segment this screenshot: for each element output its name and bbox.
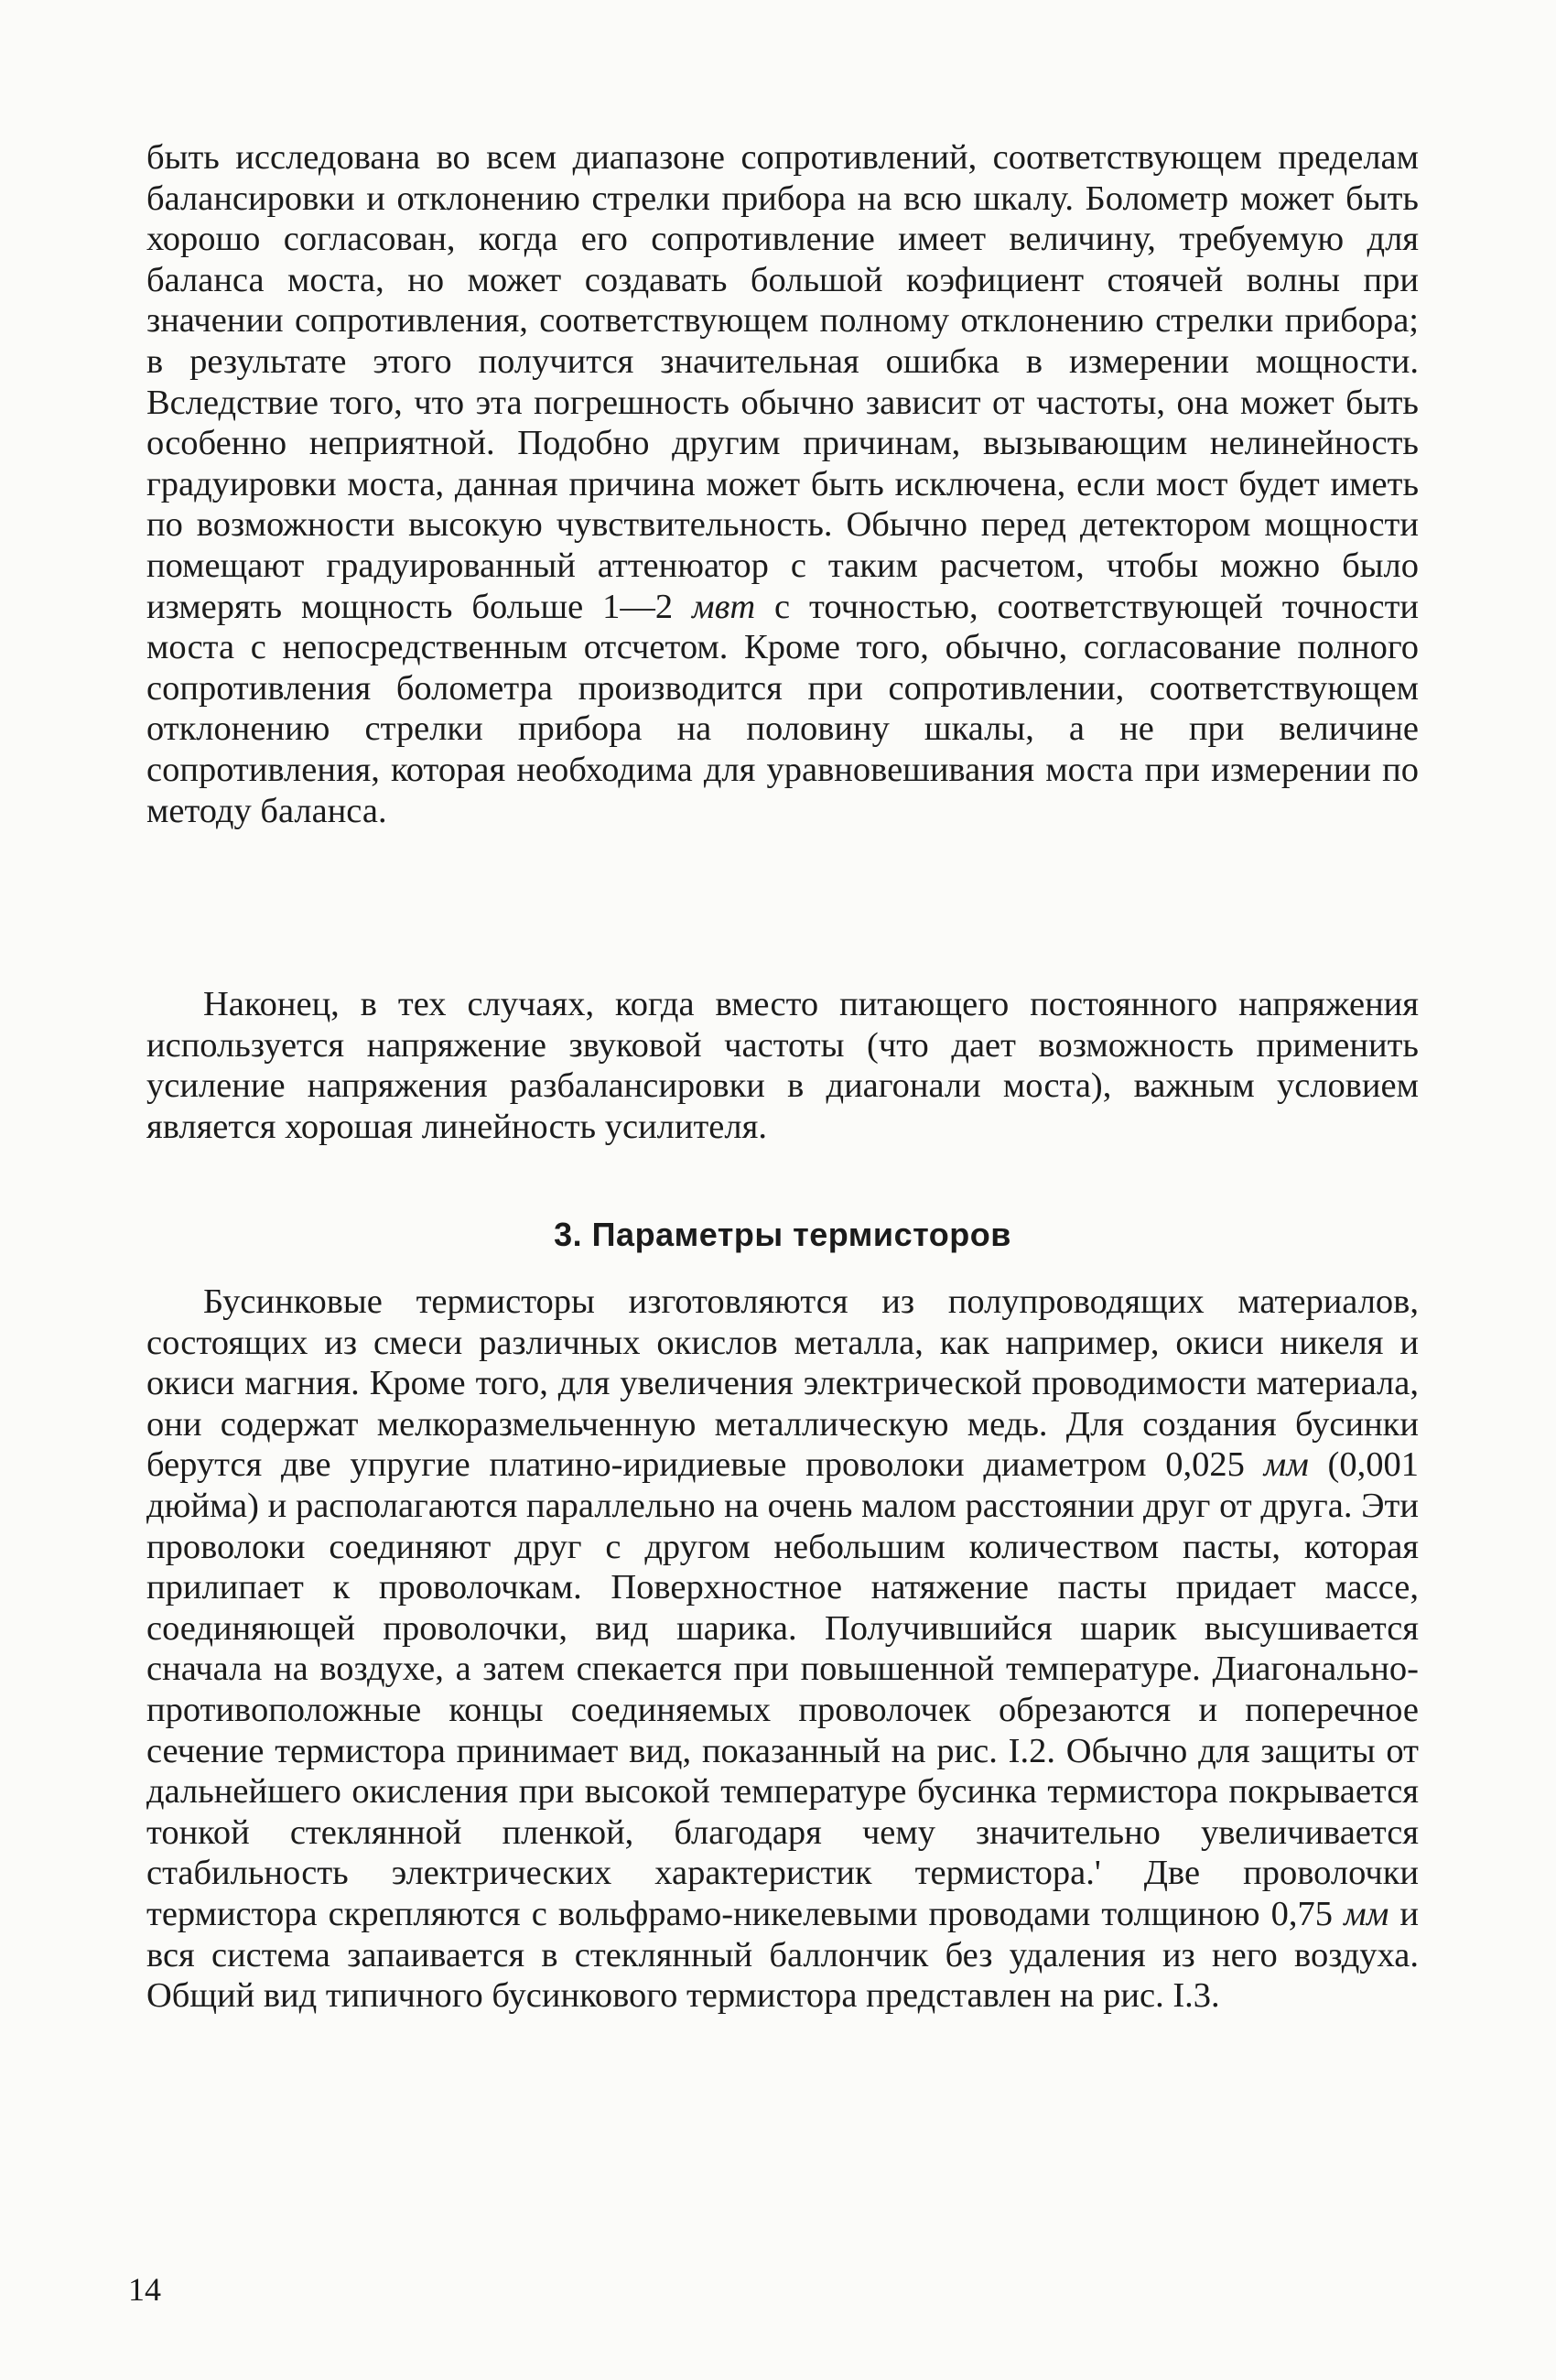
page-number: 14 (128, 2271, 161, 2308)
unit-mm-2: мм (1344, 1894, 1389, 1933)
text-block-middle (146, 984, 1419, 1147)
text-block-top (146, 137, 1419, 831)
paragraph-3 (146, 1282, 1419, 2017)
paragraph-1-end: с точностью, соответствующей точности моста с непосредственным отсчетом. Кроме того, обычно, согласование полного сопротивления болометра производится при сопротивлении, соответствующем отклонению стрелки прибора на половину шкалы, а не при величине сопротивления, которая необходима для уравновешивания моста при измерении по методу баланса. (146, 587, 1420, 830)
text-block-bottom (146, 1282, 1419, 2017)
paragraph-1-text: быть исследована во всем диапазоне сопротивлений, соответствующем пределам балансировки и отклонению стрелки прибора на всю шкалу. Болометр может быть хорошо согласован, когда его сопротивление имеет величину, требуемую для баланса моста, но может создавать большой коэфициент стоячей волны при значении сопротивления, соответствующем полному отклонению стрелки прибора; в результате этого получится значительная ошибка в измерении мощности. Вследствие того, что эта погрешность обычно зависит от частоты, она может быть особенно неприятной. Подобно другим причинам, вызывающим нелинейность градуировки моста, данная причина может быть исключена, если мост будет иметь по возможности высокую чувствительность. Обычно перед детектором мощности помещают градуированный аттенюатор с таким расчетом, чтобы можно было измерять мощность больше 1—2 (146, 138, 1419, 626)
paragraph-2: Наконец, в тех случаях, когда вместо питающего постоянного напряжения используется напряжение звуковой частоты (что дает возможность применить усиление напряжения разбалансировки в диагонали моста), важным условием является хорошая линейность усилителя. (146, 985, 1419, 1146)
paragraph-continued (146, 137, 1419, 831)
unit-mm-1: мм (1263, 1445, 1309, 1485)
section-heading: 3. Параметры термисторов (554, 1216, 1011, 1253)
paragraph-3-part-2: (0,001 дюйма) и располагаются параллельно на очень малом расстоянии друг от друга. Эти проволоки соединяют друг с другом небольшим количеством пасты, которая прилипает к проволочкам. Поверхностное натяжение пасты придает массе, соединяющей проволочки, вид шарика. Получившийся шарик высушивается сначала на воздухе, а затем спекается при повышенной температуре. Диагонально-противоположные концы соединяемых проволочек обрезаются и поперечное сечение термистора принимает вид, показанный на рис. I.2. Обычно для защиты от дальнейшего окисления при высокой температуре бусинка термистора покрывается тонкой стеклянной пленкой, благодаря чему значительно увеличивается стабильность электрических характеристик термистора.' Две проволочки термистора скрепляются с вольфрамо-никелевыми проводами толщиною 0,75 (146, 1445, 1419, 1933)
paragraph-3-part-1: Бусинковые термисторы изготовляются из полупроводящих материалов, состоящих из смеси различных окислов металла, как например, окиси никеля и окиси магния. Кроме того, для увеличения электрической проводимости материала, они содержат мелкоразмельченную металлическую медь. Для создания бусинки берутся две упругие платино-иридиевые проволоки диаметром 0,025 (146, 1282, 1419, 1485)
paragraph-3-part-3: и вся система запаивается в стеклянный баллончик без удаления из него воздуха. Общий вид типичного бусинкового термистора представлен на рис. I.3. (146, 1894, 1420, 2016)
unit-mvt: мвт (692, 587, 756, 626)
